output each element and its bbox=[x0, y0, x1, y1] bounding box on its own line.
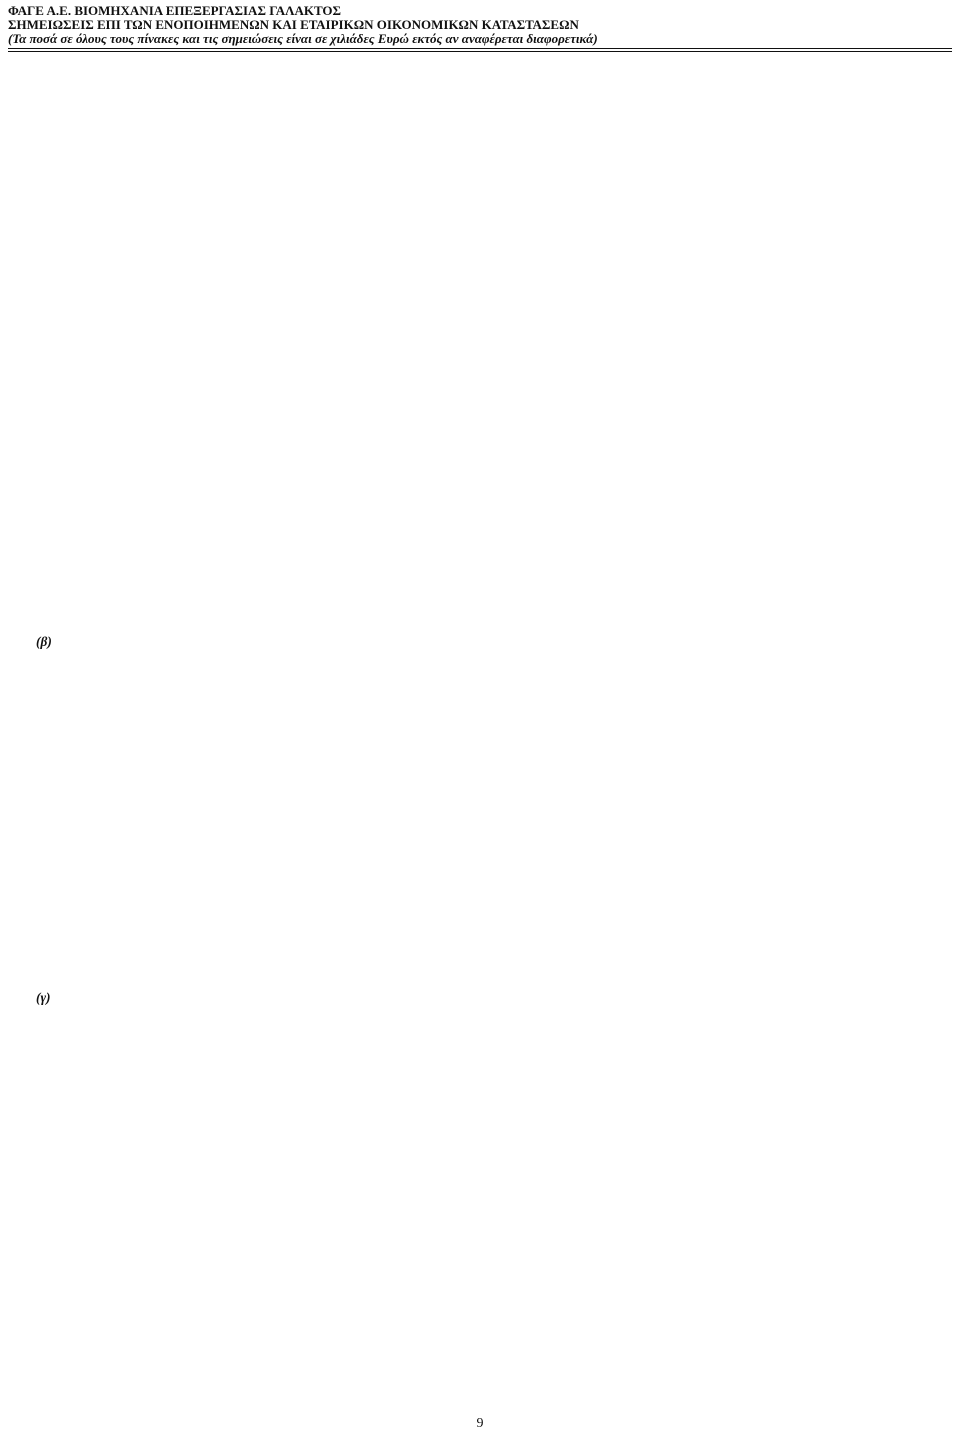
company-name: ΦΑΓΕ Α.Ε. ΒΙΟΜΗΧΑΝΙΑ ΕΠΕΞΕΡΓΑΣΙΑΣ ΓΑΛΑΚΤΟΣ bbox=[8, 3, 342, 18]
item-associates bbox=[36, 633, 958, 973]
paragraph-staged-business-combination bbox=[96, 213, 958, 264]
document-body bbox=[36, 62, 958, 1327]
paragraph-acquisition-date-measurement bbox=[96, 129, 958, 197]
header-rule-bottom bbox=[8, 51, 952, 52]
item-marker: (γ) bbox=[36, 990, 51, 1005]
paragraph-consolidation-translation bbox=[96, 1192, 958, 1311]
page-number: 9 bbox=[476, 1416, 484, 1431]
item-functional-currency bbox=[36, 989, 958, 1176]
item-paragraph bbox=[96, 989, 958, 1176]
page-header bbox=[8, 4, 948, 46]
paragraph-goodwill-measurement bbox=[96, 381, 958, 449]
item-paragraph bbox=[96, 633, 958, 973]
paragraph-contingent-consideration bbox=[96, 280, 958, 365]
paragraph-goodwill-impairment bbox=[96, 465, 958, 533]
notes-title: ΣΗΜΕΙΩΣΕΙΣ ΕΠΙ ΤΩΝ ΕΝΟΠΟΙΗΜΕΝΩΝ ΚΑΙ ΕΤΑΙΡΙΚΩΝ ΟΙΚΟΝΟΜΙΚΩΝ ΚΑΤΑΣΤΑΣΕΩΝ bbox=[8, 17, 579, 32]
item-marker: (β) bbox=[36, 634, 52, 649]
paragraph-acquisition-method-end bbox=[96, 62, 958, 113]
currency-note: (Τα ποσά σε όλους τους πίνακες και τις σημειώσεις είναι σε χιλιάδες Ευρώ εκτός αν αναφέρεται διαφορετικά) bbox=[8, 31, 598, 46]
header-rule-top bbox=[8, 48, 952, 49]
paragraph-goodwill-disposal bbox=[96, 549, 958, 617]
